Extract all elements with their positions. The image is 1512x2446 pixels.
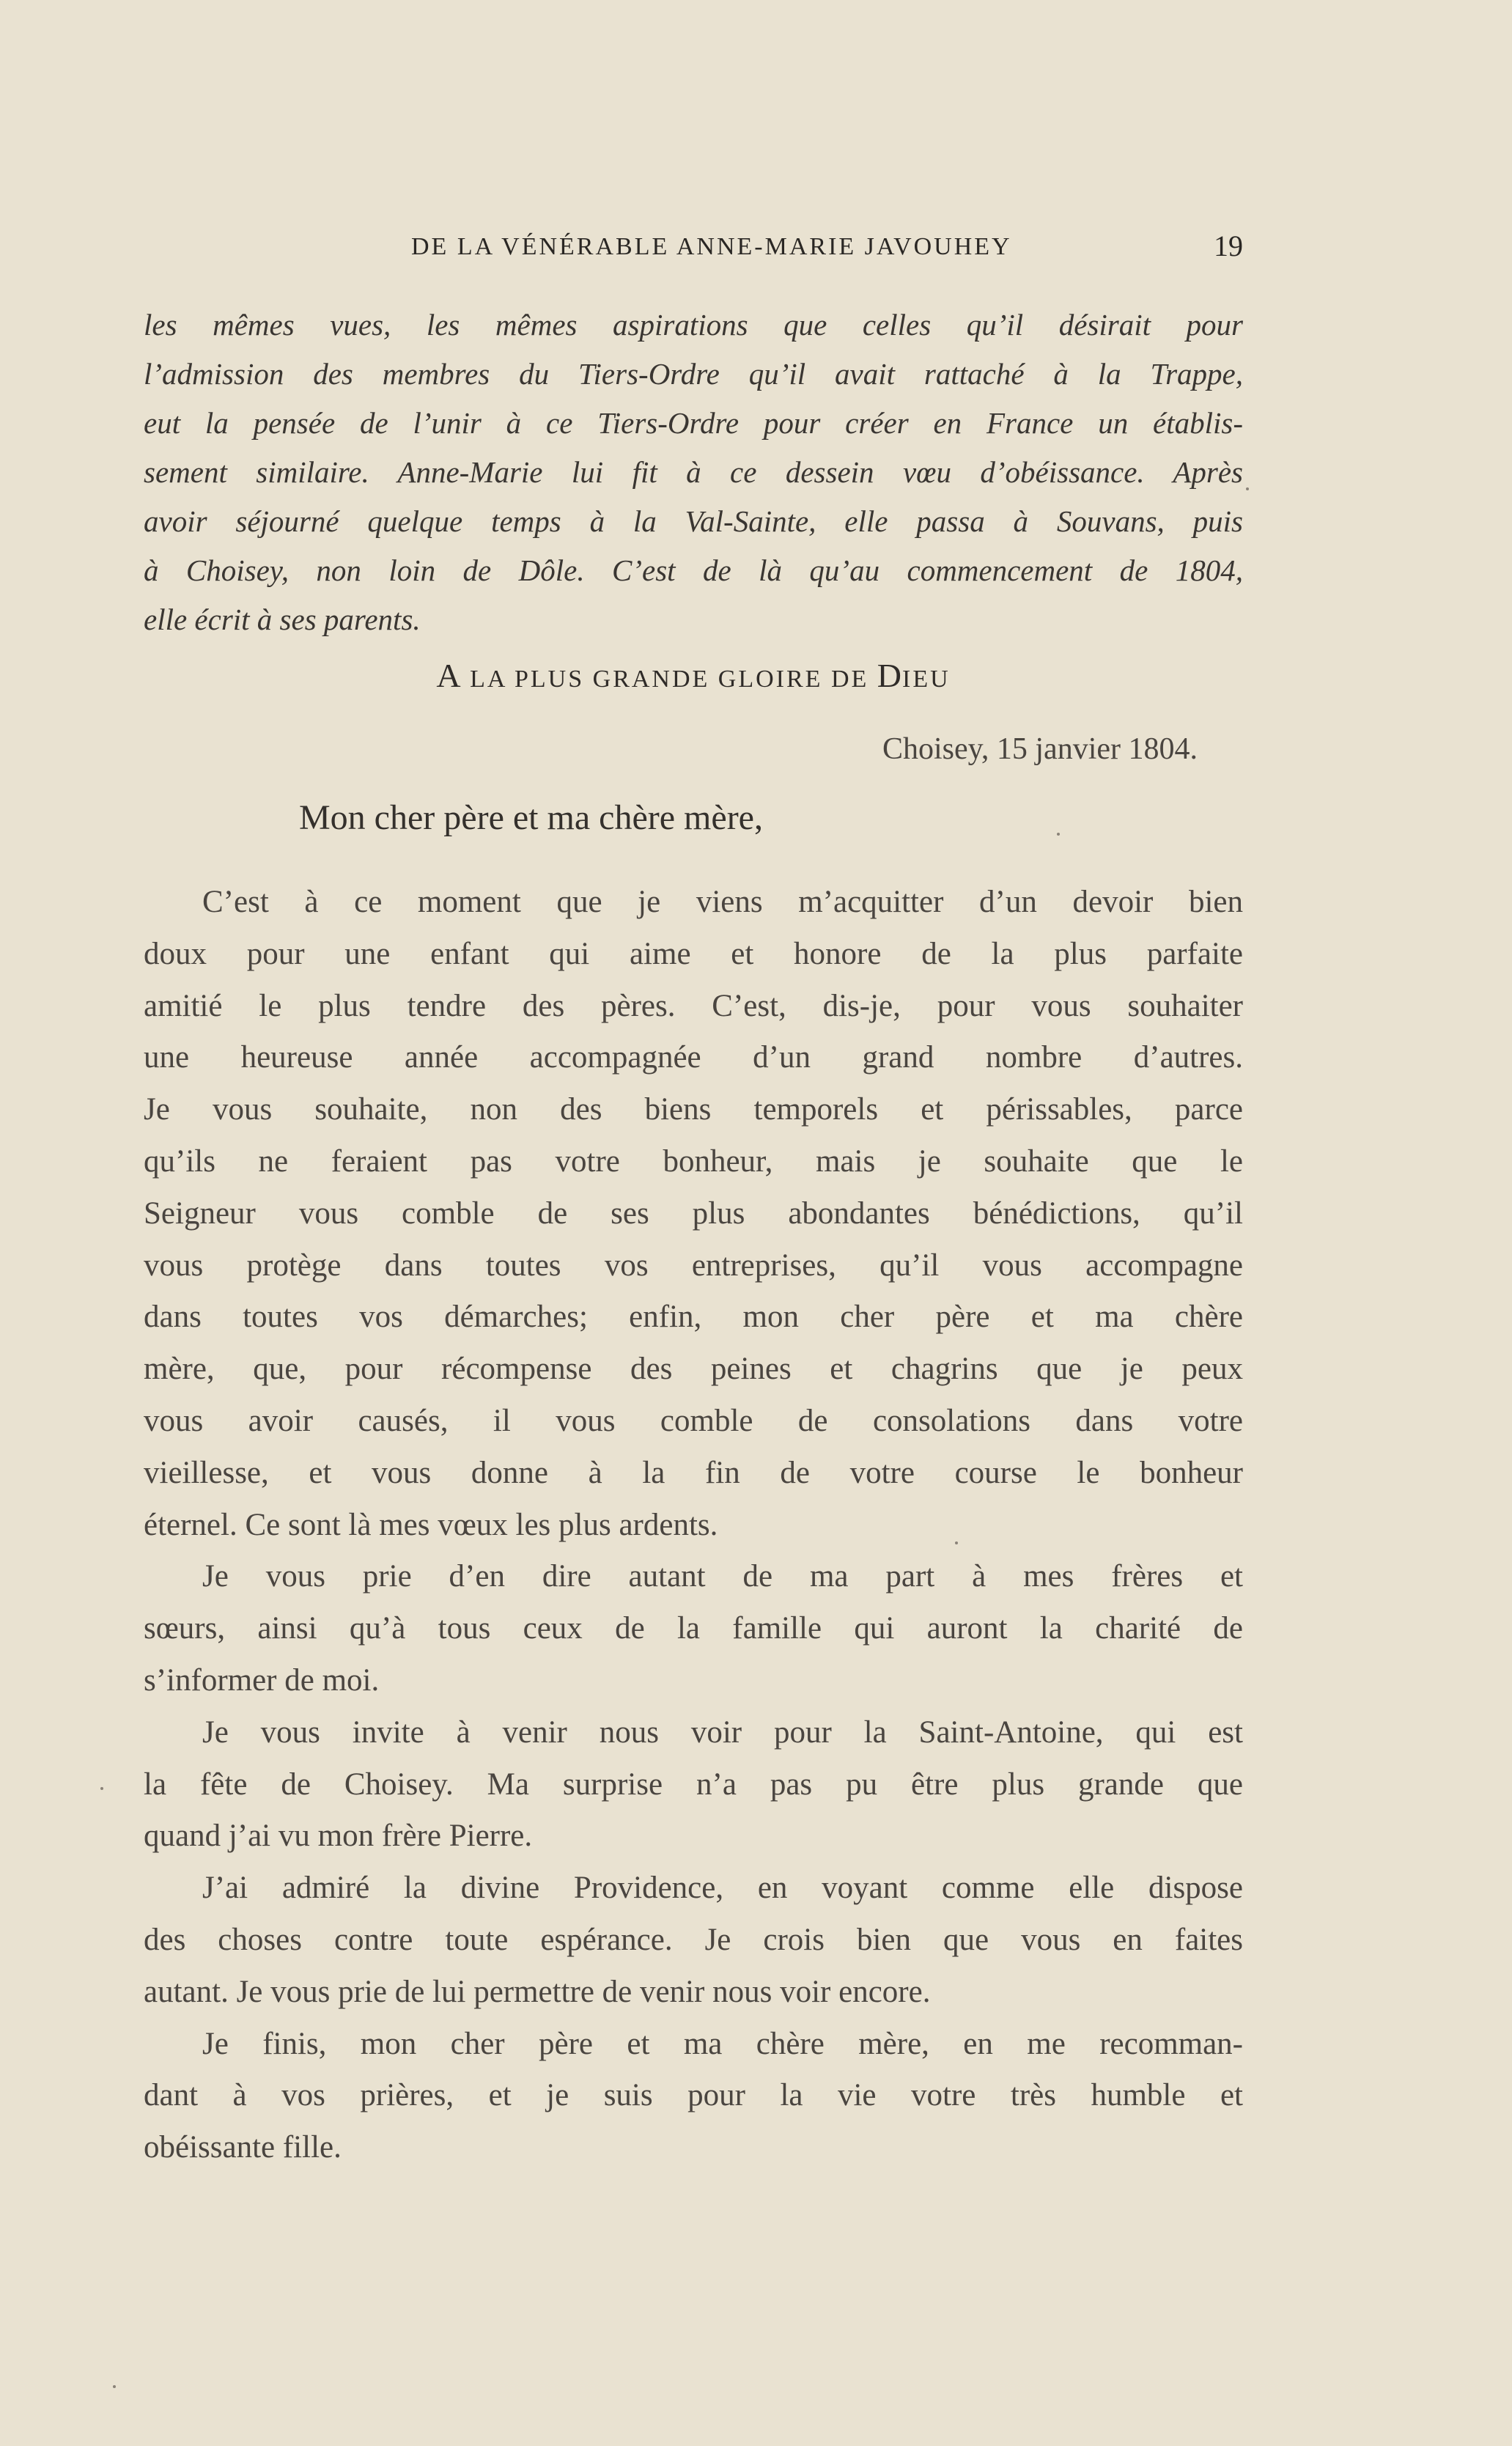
paper-speck	[113, 2385, 116, 2388]
italic-paragraph	[144, 301, 1243, 644]
letter-line: une heureuse année accompagnée d’un grand nombre d’autres.	[144, 1040, 1243, 1075]
letter-line: C’est à ce moment que je viens m’acquitter d’un devoir bien	[202, 885, 1243, 919]
heading-cap-d: D	[877, 657, 903, 694]
running-title: DE LA VÉNÉRABLE ANNE-MARIE JAVOUHEY	[411, 233, 1012, 260]
running-header	[144, 229, 1243, 271]
italic-line: elle écrit à ses parents.	[144, 603, 421, 636]
letter-line: Je vous invite à venir nous voir pour la Saint-Antoine, qui est	[202, 1714, 1243, 1750]
heading-rest: IEU	[902, 666, 951, 693]
italic-line: à Choisey, non loin de Dôle. C’est de là qu’au commencement de 1804,	[144, 553, 1243, 587]
letter-line: Je finis, mon cher père et ma chère mère, en me recomman-	[202, 2026, 1243, 2061]
letter-body	[144, 877, 1243, 2174]
paper-speck	[100, 1787, 103, 1790]
letter-line: obéissante fille.	[144, 2130, 342, 2165]
salutation: Mon cher père et ma chère mère,	[299, 798, 763, 837]
letter-line: dans toutes vos démarches; enfin, mon cher père et ma chère	[144, 1300, 1243, 1335]
italic-line: eut la pensée de l’unir à ce Tiers-Ordre pour créer en France un établis-	[144, 406, 1243, 440]
italic-line: l’admission des membres du Tiers-Ordre qu’il avait rattaché à la Trappe,	[144, 357, 1243, 391]
letter-line: vieillesse, et vous donne à la fin de votre course le bonheur	[144, 1455, 1243, 1490]
letter-line: doux pour une enfant qui aime et honore de la plus parfaite	[144, 936, 1243, 971]
letter-line: Seigneur vous comble de ses plus abondantes bénédictions, qu’il	[144, 1196, 1243, 1231]
letter-line: des choses contre toute espérance. Je crois bien que vous en faites	[144, 1922, 1243, 1957]
letter-line: la fête de Choisey. Ma surprise n’a pas pu être plus grande que	[144, 1767, 1243, 1802]
letter-heading	[144, 656, 1243, 695]
letter-line: vous avoir causés, il vous comble de consolations dans votre	[144, 1403, 1243, 1438]
letter-line: quand j’ai vu mon frère Pierre.	[144, 1819, 533, 1854]
letter-line: qu’ils ne feraient pas votre bonheur, mais je souhaite que le	[144, 1143, 1243, 1179]
page-number: 19	[1214, 229, 1243, 262]
paper-speck	[1057, 833, 1060, 836]
paper-speck	[955, 1541, 958, 1544]
letter-line: dant à vos prières, et je suis pour la vie votre très humble et	[144, 2078, 1243, 2113]
italic-line: les mêmes vues, les mêmes aspirations que celles qu’il désirait pour	[144, 308, 1243, 342]
letter-line: s’informer de moi.	[144, 1662, 380, 1698]
letter-line: autant. Je vous prie de lui permettre de venir nous voir encore.	[144, 1974, 931, 2009]
letter-line: Je vous prie d’en dire autant de ma part à mes frères et	[202, 1559, 1243, 1594]
letter-line: vous protège dans toutes vos entreprises, qu’il vous accompagne	[144, 1248, 1243, 1283]
letter-line: éternel. Ce sont là mes vœux les plus ardents.	[144, 1507, 718, 1542]
letter-line: Je vous souhaite, non des biens temporels et périssables, parce	[144, 1092, 1243, 1127]
letter-line: J’ai admiré la divine Providence, en voyant comme elle dispose	[202, 1871, 1243, 1906]
paper-speck	[1246, 487, 1249, 490]
letter-line: amitié le plus tendre des pères. C’est, dis-je, pour vous souhaiter	[144, 988, 1243, 1023]
heading-cap-a: A	[436, 657, 462, 694]
italic-line: sement similaire. Anne-Marie lui fit à ce dessein vœu d’obéissance. Après	[144, 455, 1243, 489]
heading-middle: LA PLUS GRANDE GLOIRE DE	[470, 666, 869, 693]
italic-line: avoir séjourné quelque temps à la Val-Sainte, elle passa à Souvans, puis	[144, 504, 1243, 538]
letter-line: mère, que, pour récompense des peines et chagrins que je peux	[144, 1352, 1243, 1387]
date-line: Choisey, 15 janvier 1804.	[882, 732, 1198, 766]
letter-line: sœurs, ainsi qu’à tous ceux de la famille qui auront la charité de	[144, 1611, 1243, 1646]
